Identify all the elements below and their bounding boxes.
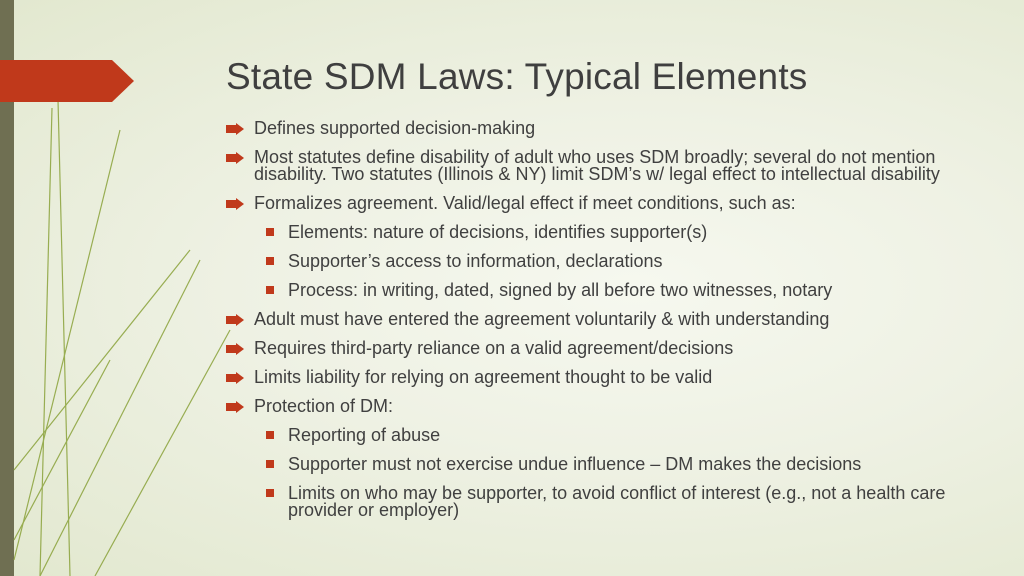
bullet-text: Reporting of abuse bbox=[288, 425, 441, 445]
bullet-list bbox=[226, 118, 966, 519]
page-title: State SDM Laws: Typical Elements bbox=[226, 56, 808, 97]
arrow-bullet-icon bbox=[226, 343, 244, 355]
square-bullet-icon bbox=[266, 286, 274, 294]
arrow-bullet-icon bbox=[226, 198, 244, 210]
bullet-text: Protection of DM: bbox=[254, 396, 394, 416]
bullet-text: Supporter must not exercise undue influence – DM makes the decisions bbox=[288, 454, 862, 474]
arrow-bullet-icon bbox=[226, 401, 244, 413]
accent-arrow-shape bbox=[0, 60, 134, 102]
arrow-bullet-icon bbox=[226, 314, 244, 326]
sub-bullet-item bbox=[226, 224, 966, 241]
bullet-item bbox=[226, 149, 966, 183]
bullet-text: Formalizes agreement. Valid/legal effect if meet conditions, such as: bbox=[254, 193, 796, 213]
square-bullet-icon bbox=[266, 257, 274, 265]
arrow-bullet-icon bbox=[226, 372, 244, 384]
square-bullet-icon bbox=[266, 228, 274, 236]
arrow-bullet-icon bbox=[226, 152, 244, 164]
bullet-text: Requires third-party reliance on a valid agreement/decisions bbox=[254, 338, 734, 358]
bullet-item bbox=[226, 340, 966, 357]
bullet-text: Adult must have entered the agreement voluntarily & with understanding bbox=[254, 309, 830, 329]
sub-bullet-item bbox=[226, 427, 966, 444]
bullet-text: Limits on who may be supporter, to avoid conflict of interest (e.g., not a health care provider or employer) bbox=[288, 483, 946, 520]
bullet-item bbox=[226, 398, 966, 415]
bullet-text: Limits liability for relying on agreement thought to be valid bbox=[254, 367, 713, 387]
square-bullet-icon bbox=[266, 460, 274, 468]
bullet-text: Elements: nature of decisions, identifies supporter(s) bbox=[288, 222, 708, 242]
bullet-text: Defines supported decision-making bbox=[254, 118, 536, 138]
bullet-item bbox=[226, 195, 966, 212]
sub-bullet-item bbox=[226, 485, 966, 519]
bullet-text: Process: in writing, dated, signed by all before two witnesses, notary bbox=[288, 280, 833, 300]
sub-bullet-item bbox=[226, 456, 966, 473]
bullet-text: Most statutes define disability of adult who uses SDM broadly; several do not mention disability. Two statutes (Illinois & NY) limit SDM’s w/ legal effect to intellectual disability bbox=[254, 147, 940, 184]
square-bullet-icon bbox=[266, 431, 274, 439]
bullet-item bbox=[226, 369, 966, 386]
bullet-item bbox=[226, 311, 966, 328]
bullet-item bbox=[226, 120, 966, 137]
sub-bullet-item bbox=[226, 253, 966, 270]
square-bullet-icon bbox=[266, 489, 274, 497]
sub-bullet-item bbox=[226, 282, 966, 299]
arrow-bullet-icon bbox=[226, 123, 244, 135]
bullet-text: Supporter’s access to information, declarations bbox=[288, 251, 663, 271]
